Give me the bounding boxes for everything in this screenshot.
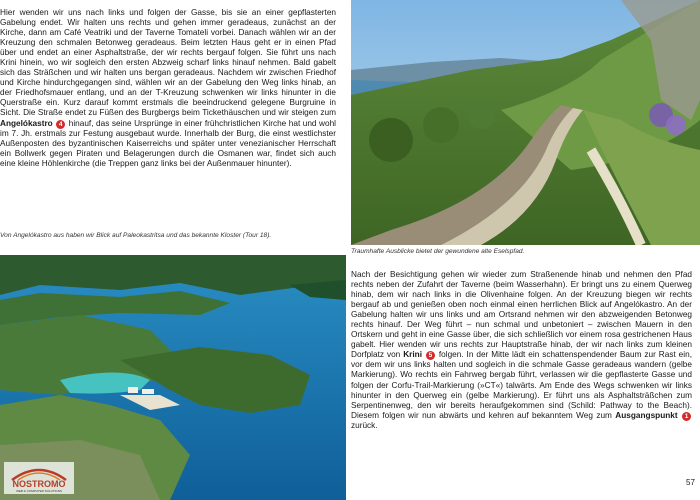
text-segment: zurück. <box>351 420 378 430</box>
svg-text:WEB & COMPUTER SOLUTIONS: WEB & COMPUTER SOLUTIONS <box>16 489 62 493</box>
waypoint-badge: 5 <box>426 351 435 360</box>
place-name-angelokastro: Angelókastro <box>0 118 53 128</box>
place-name-krini: Krini <box>403 350 422 360</box>
photo-caption-path: Traumhafte Ausblicke bietet der gewundene alte Eselspfad. <box>351 248 525 255</box>
nostromo-logo-graphic <box>4 462 74 494</box>
body-text-right <box>351 270 692 431</box>
mule-path-illustration <box>351 0 700 245</box>
text-segment: folgen. In der Mitte lädt ein schattenspendender Baum zur Rast ein, vor dem wir uns links halten und sogleich in die schmale Gasse geradeaus wandern (gelbe Markierung). Wo rechts ein Fahrweg bergab führt, verlassen wir die gepflasterte Gasse und folgen der Corfu-Trail-Markierung (»CT«) talwärts. Am Ende des Wegs schwenken wir links hinunter in den Querweg ein (gelbe Markierung). Er führt uns als Asphaltsträßchen zum Serpentinenweg, den wir bereits heraufgekommen sind (Schild: Pathway to the Beach). Diesem folgen wir nun abwärts und kehren auf bekanntem Weg zum <box>351 350 692 420</box>
photo-mule-path <box>351 0 700 245</box>
waypoint-badge: 1 <box>682 412 691 421</box>
nostromo-logo <box>4 462 74 494</box>
text-segment: hinauf, das seine Ursprünge in einer frühchristlichen Kirche hat und wohl im 7. Jh. erstmals zur Festung ausgebaut wurde. Innerhalb der Burg, die einst westlichster Außenposten des byzantinischen Kaiserreichs und später unter venezianischer Herrschaft ein Bollwerk gegen Piraten und Belagerungen durch die Osmanen war, findet sich auch eine kleine Höhlenkirche (die Treppen ganz links bei der Außenmauer hinunter). <box>0 118 336 168</box>
page-number: 57 <box>686 478 695 487</box>
body-text-left <box>0 8 336 169</box>
photo-caption-bay: Von Angelókastro aus haben wir Blick auf Paleokastritsa und das bekannte Kloster (Tour 18). <box>0 232 272 239</box>
svg-text:NOSTROMO: NOSTROMO <box>12 479 66 489</box>
waypoint-badge: 4 <box>56 120 65 129</box>
text-segment: Nach der Besichtigung gehen wir wieder zum Straßenende hinab und nehmen den Pfad rechts neben der Zufahrt der Taverne (beim Wasserhahn). Er bringt uns zu einem Querweg hinab, dem wir nach links in die Olivenhaine folgen. An der Kreuzung biegen wir rechts bergauf ab und genießen oben noch einmal einen herrlichen Blick auf Angelókastro. An der Gabelung halten wir uns links und am Ortsrand nehmen wir den abzweigenden Betonweg rechts hinauf. Der Weg führt – nun schmal und unbetoniert – zwischen Mauern in den Ortskern und geht in eine Gasse über, die sich schließlich vor einem rosa gestrichenen Haus gabelt. Hier wenden wir uns rechts zur Hauptstraße hinab, der wir nach links zum kleinen Dorfplatz von <box>351 270 692 360</box>
text-segment: Hier wenden wir uns nach links und folgen der Gasse, bis sie an einer gepflasterten Gabelung endet. Wir halten uns rechts und gehen immer geradeaus, zunächst an der Kirche, dann am Café Veatriki und der Taverne Tomateli vorbei. Danach wählen wir an der Kreuzung den schmalen Betonweg geradeaus. Beim letzten Haus geht er in einen Pfad über und endet an einer Asphaltstraße, der wir rechts bergauf folgen. Sie führt uns nach Krini hinein, wo wir sogleich den ersten Abzweig scharf links hinauf nehmen. Bald gabelt sich das Sträßchen und wir halten uns bergan geradeaus. Nachdem wir zwischen Friedhof und Kirche hindurchgegangen sind, wählen wir an der Gabelung den Weg links hinab, an der Friedhofsmauer entlang, und an der T-Kreuzung schwenken wir links hinunter in die Querstraße ein. Kurz darauf kommt erstmals die beeindruckend gelegene Burgruine in Sicht. Die Straße endet zu Füßen des Burgbergs beim Tickethäuschen und wir steigen zum <box>0 8 336 118</box>
place-name-ausgangspunkt: Ausgangspunkt <box>615 410 678 420</box>
